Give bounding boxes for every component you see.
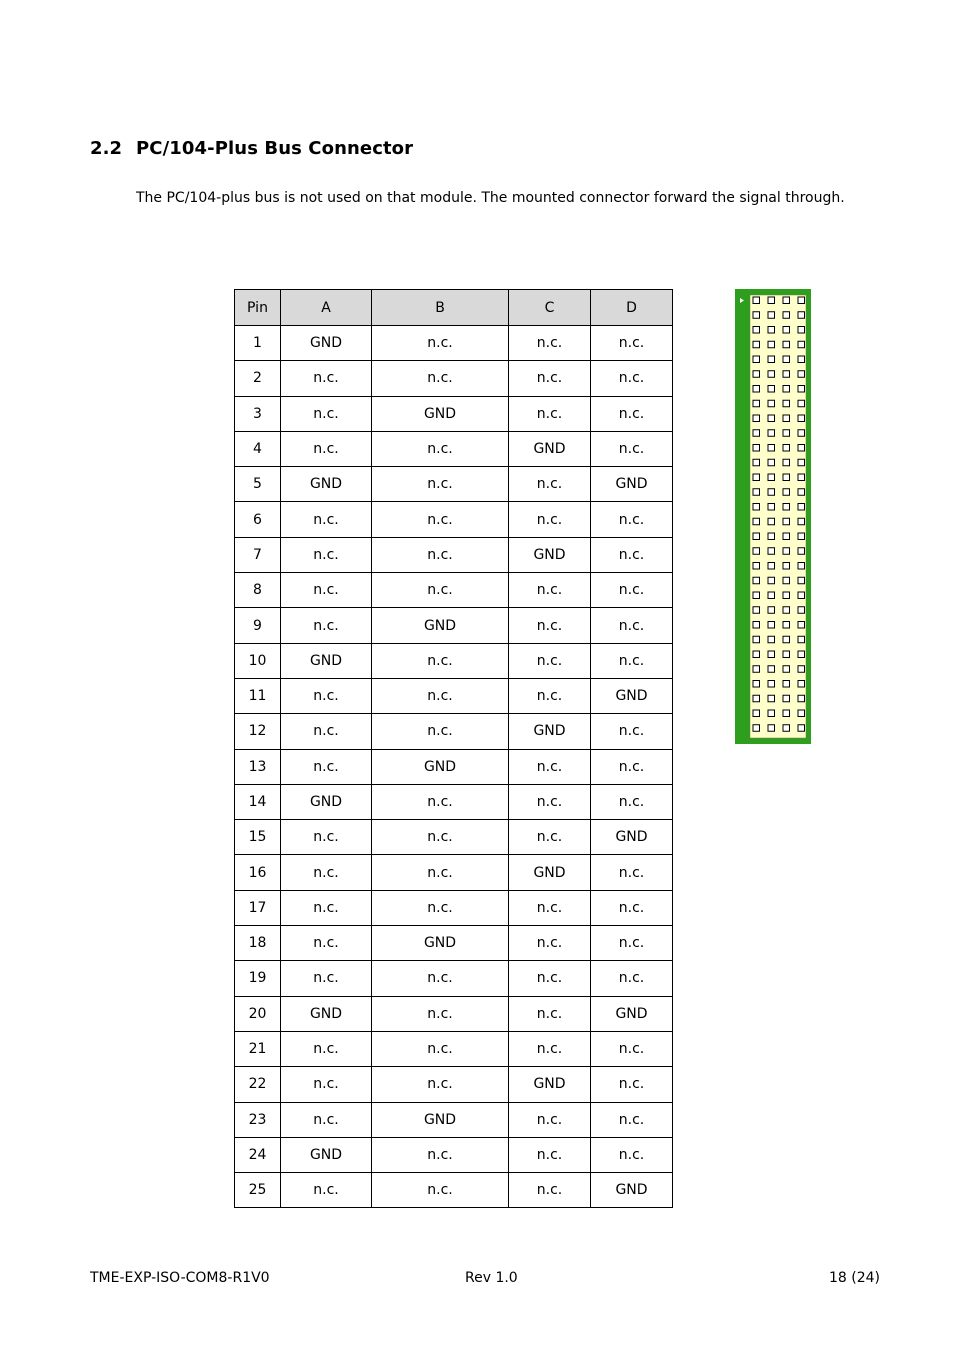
pin-signal-cell: n.c.	[591, 537, 673, 572]
pin-signal-cell: n.c.	[509, 926, 591, 961]
pin-signal-cell: n.c.	[281, 431, 372, 466]
connector-pin	[768, 297, 775, 304]
connector-pin	[768, 592, 775, 599]
pin-signal-cell: n.c.	[281, 961, 372, 996]
connector-pin	[768, 356, 775, 363]
pin-number-cell: 22	[235, 1067, 281, 1102]
table-row	[235, 608, 673, 643]
pin-signal-cell: n.c.	[372, 714, 509, 749]
table-row	[235, 467, 673, 502]
connector-pin	[753, 607, 760, 614]
pin-signal-cell: n.c.	[509, 396, 591, 431]
pin-signal-cell: n.c.	[591, 431, 673, 466]
pin-number-cell: 2	[235, 361, 281, 396]
column-header-a: A	[281, 290, 372, 326]
connector-pin	[753, 577, 760, 584]
connector-pin	[768, 518, 775, 525]
connector-pin	[753, 622, 760, 629]
connector-pin	[798, 386, 805, 393]
connector-pin	[798, 651, 805, 658]
connector-pin	[753, 459, 760, 466]
connector-pin	[798, 341, 805, 348]
pin-number-cell: 15	[235, 820, 281, 855]
pin-signal-cell: n.c.	[591, 926, 673, 961]
pin-signal-cell: n.c.	[509, 361, 591, 396]
pin-signal-cell: GND	[372, 608, 509, 643]
pin-signal-cell: GND	[281, 643, 372, 678]
pin-signal-cell: n.c.	[281, 361, 372, 396]
connector-pin	[798, 474, 805, 481]
pin-signal-cell: n.c.	[591, 1031, 673, 1066]
pin-signal-cell: n.c.	[591, 961, 673, 996]
pin-signal-cell: n.c.	[509, 996, 591, 1031]
connector-pin	[783, 725, 790, 732]
pin-signal-cell: GND	[509, 855, 591, 890]
pin-signal-cell: n.c.	[591, 502, 673, 537]
connector-pin	[768, 577, 775, 584]
connector-pin	[768, 504, 775, 511]
pin-number-cell: 5	[235, 467, 281, 502]
connector-pin	[753, 592, 760, 599]
pin-signal-cell: n.c.	[281, 926, 372, 961]
connector-pin	[753, 518, 760, 525]
connector-pin	[783, 327, 790, 334]
pin-signal-cell: n.c.	[372, 643, 509, 678]
pin-number-cell: 10	[235, 643, 281, 678]
pin-signal-cell: n.c.	[509, 573, 591, 608]
pin-signal-cell: n.c.	[281, 820, 372, 855]
pin-signal-cell: n.c.	[509, 678, 591, 713]
connector-pin	[768, 607, 775, 614]
connector-pin	[768, 341, 775, 348]
pin-signal-cell: n.c.	[591, 1137, 673, 1172]
pin-number-cell: 25	[235, 1173, 281, 1208]
section-number: 2.2	[90, 138, 123, 159]
pin-signal-cell: GND	[509, 714, 591, 749]
pin-number-cell: 20	[235, 996, 281, 1031]
connector-pin	[798, 695, 805, 702]
table-row	[235, 784, 673, 819]
pin-signal-cell: n.c.	[591, 890, 673, 925]
connector-pin	[783, 577, 790, 584]
connector-pin	[753, 474, 760, 481]
pin-number-cell: 16	[235, 855, 281, 890]
pin-signal-cell: GND	[509, 537, 591, 572]
table-row	[235, 573, 673, 608]
connector-pin	[753, 533, 760, 540]
connector-pin	[798, 622, 805, 629]
pin-signal-cell: n.c.	[372, 1067, 509, 1102]
pin-signal-cell: n.c.	[372, 1031, 509, 1066]
pin-signal-cell: n.c.	[509, 502, 591, 537]
connector-pin	[783, 371, 790, 378]
intro-paragraph: The PC/104-plus bus is not used on that module. The mounted connector forward the signal through.	[136, 190, 845, 206]
connector-pin	[768, 681, 775, 688]
table-row	[235, 961, 673, 996]
pin-signal-cell: n.c.	[591, 326, 673, 361]
connector-pin	[753, 548, 760, 555]
pin-signal-cell: GND	[281, 996, 372, 1031]
pin-signal-cell: n.c.	[372, 326, 509, 361]
connector-pin	[798, 489, 805, 496]
table-header-row	[235, 290, 673, 326]
pin-signal-cell: n.c.	[372, 502, 509, 537]
connector-pin	[783, 622, 790, 629]
pin-signal-cell: n.c.	[372, 820, 509, 855]
connector-pin	[783, 695, 790, 702]
pin-number-cell: 17	[235, 890, 281, 925]
pin-signal-cell: n.c.	[281, 537, 372, 572]
pin-signal-cell: n.c.	[372, 573, 509, 608]
pin-number-cell: 7	[235, 537, 281, 572]
connector-pin	[753, 651, 760, 658]
pin-signal-cell: GND	[591, 996, 673, 1031]
connector-pin	[753, 725, 760, 732]
pin-signal-cell: n.c.	[591, 1102, 673, 1137]
pin-signal-cell: n.c.	[372, 961, 509, 996]
pin-number-cell: 6	[235, 502, 281, 537]
connector-pin	[783, 710, 790, 717]
connector-pin	[768, 725, 775, 732]
pin-signal-cell: n.c.	[281, 890, 372, 925]
connector-pin	[783, 400, 790, 407]
connector-pin	[768, 445, 775, 452]
pin-signal-cell: n.c.	[372, 678, 509, 713]
connector-pin	[783, 504, 790, 511]
table-row	[235, 643, 673, 678]
connector-pin	[783, 548, 790, 555]
pin-signal-cell: n.c.	[372, 996, 509, 1031]
connector-pin	[768, 533, 775, 540]
connector-pin	[753, 312, 760, 319]
pin-signal-cell: GND	[509, 431, 591, 466]
connector-pin	[783, 312, 790, 319]
connector-pin	[753, 356, 760, 363]
pin-signal-cell: n.c.	[372, 1173, 509, 1208]
pin-signal-cell: GND	[281, 326, 372, 361]
connector-pin	[798, 548, 805, 555]
connector-pin	[753, 400, 760, 407]
connector-pin	[798, 415, 805, 422]
pin-signal-cell: n.c.	[372, 1137, 509, 1172]
connector-pin	[798, 577, 805, 584]
pin-signal-cell: GND	[591, 467, 673, 502]
table-row	[235, 1067, 673, 1102]
connector-pin	[798, 297, 805, 304]
pin-signal-cell: n.c.	[372, 431, 509, 466]
pin-number-cell: 14	[235, 784, 281, 819]
section-title: PC/104-Plus Bus Connector	[136, 138, 414, 159]
pin-signal-cell: n.c.	[591, 749, 673, 784]
connector-pin	[753, 327, 760, 334]
connector-pin	[798, 430, 805, 437]
pin-signal-cell: n.c.	[372, 784, 509, 819]
connector-pin	[798, 563, 805, 570]
connector-pin	[783, 415, 790, 422]
pin-signal-cell: n.c.	[591, 643, 673, 678]
connector-pin	[783, 430, 790, 437]
pin-number-cell: 21	[235, 1031, 281, 1066]
connector-pin	[798, 636, 805, 643]
pin-number-cell: 9	[235, 608, 281, 643]
connector-pin	[783, 297, 790, 304]
connector-pin	[768, 548, 775, 555]
connector-pin	[768, 666, 775, 673]
pin-signal-cell: n.c.	[281, 502, 372, 537]
pin-signal-cell: n.c.	[591, 608, 673, 643]
table-row	[235, 326, 673, 361]
connector-pin	[783, 533, 790, 540]
connector-pin	[783, 356, 790, 363]
pin-signal-cell: n.c.	[509, 643, 591, 678]
pin-number-cell: 11	[235, 678, 281, 713]
pin-signal-cell: n.c.	[591, 573, 673, 608]
connector-pin	[753, 695, 760, 702]
pin-signal-cell: n.c.	[509, 1102, 591, 1137]
connector-pin	[753, 430, 760, 437]
pin-number-cell: 8	[235, 573, 281, 608]
pin-signal-cell: GND	[591, 678, 673, 713]
connector-pin	[753, 297, 760, 304]
pin-signal-cell: n.c.	[591, 1067, 673, 1102]
table-row	[235, 1137, 673, 1172]
connector-pin	[753, 681, 760, 688]
footer-page-number: 18 (24)	[829, 1270, 881, 1286]
pin-signal-cell: n.c.	[372, 467, 509, 502]
connector-pin	[798, 356, 805, 363]
pin-signal-cell: n.c.	[509, 820, 591, 855]
table-row	[235, 678, 673, 713]
connector-pin	[768, 489, 775, 496]
connector-pin	[798, 666, 805, 673]
table-row	[235, 820, 673, 855]
connector-pin	[783, 341, 790, 348]
pin-signal-cell: GND	[591, 1173, 673, 1208]
connector-pin	[798, 518, 805, 525]
pin-signal-cell: n.c.	[509, 1031, 591, 1066]
connector-pin	[783, 651, 790, 658]
connector-pin	[783, 636, 790, 643]
connector-pin	[798, 327, 805, 334]
table-row	[235, 749, 673, 784]
pin-number-cell: 13	[235, 749, 281, 784]
connector-pin	[753, 445, 760, 452]
connector-pin	[768, 400, 775, 407]
connector-pin	[783, 666, 790, 673]
pin-signal-cell: n.c.	[591, 784, 673, 819]
pin-number-cell: 23	[235, 1102, 281, 1137]
pin-signal-cell: n.c.	[509, 467, 591, 502]
pin-signal-cell: n.c.	[591, 396, 673, 431]
pin-signal-cell: GND	[591, 820, 673, 855]
pin-signal-cell: n.c.	[281, 1031, 372, 1066]
connector-pin	[768, 386, 775, 393]
connector-pin	[783, 474, 790, 481]
pin-signal-cell: GND	[509, 1067, 591, 1102]
connector-pin	[768, 651, 775, 658]
pin-table	[234, 289, 673, 1208]
connector-diagram	[735, 289, 811, 744]
connector-pin	[768, 312, 775, 319]
connector-pin	[768, 327, 775, 334]
table-row	[235, 890, 673, 925]
pin-signal-cell: GND	[372, 396, 509, 431]
connector-pin	[768, 622, 775, 629]
connector-pin	[798, 710, 805, 717]
pin-signal-cell: n.c.	[281, 396, 372, 431]
pin-signal-cell: n.c.	[281, 1173, 372, 1208]
footer-doc-id: TME-EXP-ISO-COM8-R1V0	[90, 1270, 270, 1286]
pin-signal-cell: GND	[281, 1137, 372, 1172]
connector-pin	[798, 445, 805, 452]
connector-pin	[798, 459, 805, 466]
pin-signal-cell: n.c.	[591, 855, 673, 890]
pin-signal-cell: n.c.	[509, 1173, 591, 1208]
pin-signal-cell: GND	[372, 926, 509, 961]
connector-pin	[768, 563, 775, 570]
connector-pin	[753, 386, 760, 393]
table-row	[235, 855, 673, 890]
pin-number-cell: 1	[235, 326, 281, 361]
connector-pin	[768, 636, 775, 643]
connector-pin	[768, 459, 775, 466]
pin-signal-cell: n.c.	[591, 361, 673, 396]
connector-pin	[753, 710, 760, 717]
connector-pin	[753, 563, 760, 570]
pin-signal-cell: n.c.	[281, 714, 372, 749]
connector-pin	[768, 430, 775, 437]
connector-pin	[783, 563, 790, 570]
connector-pin	[783, 518, 790, 525]
pin-number-cell: 18	[235, 926, 281, 961]
pin-signal-cell: n.c.	[372, 361, 509, 396]
connector-pin	[768, 371, 775, 378]
connector-pin	[768, 695, 775, 702]
pin-signal-cell: n.c.	[509, 961, 591, 996]
connector-pin	[753, 371, 760, 378]
pin-signal-cell: n.c.	[281, 749, 372, 784]
connector-pin	[753, 636, 760, 643]
pin-signal-cell: GND	[281, 784, 372, 819]
pin-signal-cell: n.c.	[509, 326, 591, 361]
pin-signal-cell: n.c.	[509, 608, 591, 643]
table-row	[235, 396, 673, 431]
pin-signal-cell: n.c.	[509, 749, 591, 784]
connector-pin	[768, 710, 775, 717]
table-row	[235, 502, 673, 537]
pin-number-cell: 24	[235, 1137, 281, 1172]
table-row	[235, 926, 673, 961]
column-header-b: B	[372, 290, 509, 326]
section-heading	[90, 138, 413, 159]
connector-pin	[753, 504, 760, 511]
pin-number-cell: 3	[235, 396, 281, 431]
pin-signal-cell: n.c.	[372, 855, 509, 890]
table-row	[235, 714, 673, 749]
table-row	[235, 1102, 673, 1137]
connector-pin	[798, 371, 805, 378]
connector-pin	[798, 533, 805, 540]
pin-signal-cell: n.c.	[509, 784, 591, 819]
connector-pin	[753, 666, 760, 673]
connector-pin	[753, 489, 760, 496]
column-header-pin: Pin	[235, 290, 281, 326]
table-row	[235, 431, 673, 466]
connector-pin	[798, 607, 805, 614]
pin-signal-cell: n.c.	[281, 678, 372, 713]
connector-pin	[783, 607, 790, 614]
connector-pin	[798, 400, 805, 407]
pin-signal-cell: n.c.	[509, 890, 591, 925]
connector-pin	[783, 445, 790, 452]
connector-pin	[768, 415, 775, 422]
connector-pin	[798, 504, 805, 511]
connector-pin	[798, 312, 805, 319]
column-header-c: C	[509, 290, 591, 326]
pin-number-cell: 19	[235, 961, 281, 996]
table-row	[235, 996, 673, 1031]
table-row	[235, 361, 673, 396]
pin-number-cell: 12	[235, 714, 281, 749]
connector-pin	[783, 386, 790, 393]
pin-signal-cell: n.c.	[281, 1067, 372, 1102]
pin-signal-cell: n.c.	[281, 855, 372, 890]
footer-revision: Rev 1.0	[465, 1270, 518, 1286]
connector-pin	[783, 489, 790, 496]
pin-signal-cell: GND	[281, 467, 372, 502]
pin-signal-cell: n.c.	[281, 608, 372, 643]
pin-signal-cell: GND	[372, 1102, 509, 1137]
connector-pin	[783, 681, 790, 688]
pin-signal-cell: n.c.	[281, 573, 372, 608]
connector-pin	[783, 592, 790, 599]
pin-signal-cell: n.c.	[372, 890, 509, 925]
pin-signal-cell: n.c.	[281, 1102, 372, 1137]
table-row	[235, 1173, 673, 1208]
column-header-d: D	[591, 290, 673, 326]
pin-signal-cell: n.c.	[372, 537, 509, 572]
connector-pin	[798, 592, 805, 599]
table-row	[235, 1031, 673, 1066]
pin-signal-cell: GND	[372, 749, 509, 784]
pin-signal-cell: n.c.	[509, 1137, 591, 1172]
connector-pin	[753, 341, 760, 348]
connector-pin	[768, 474, 775, 481]
connector-pin	[798, 681, 805, 688]
pin-signal-cell: n.c.	[591, 714, 673, 749]
connector-pin	[783, 459, 790, 466]
pin-number-cell: 4	[235, 431, 281, 466]
table-row	[235, 537, 673, 572]
connector-pin	[798, 725, 805, 732]
connector-pin	[753, 415, 760, 422]
